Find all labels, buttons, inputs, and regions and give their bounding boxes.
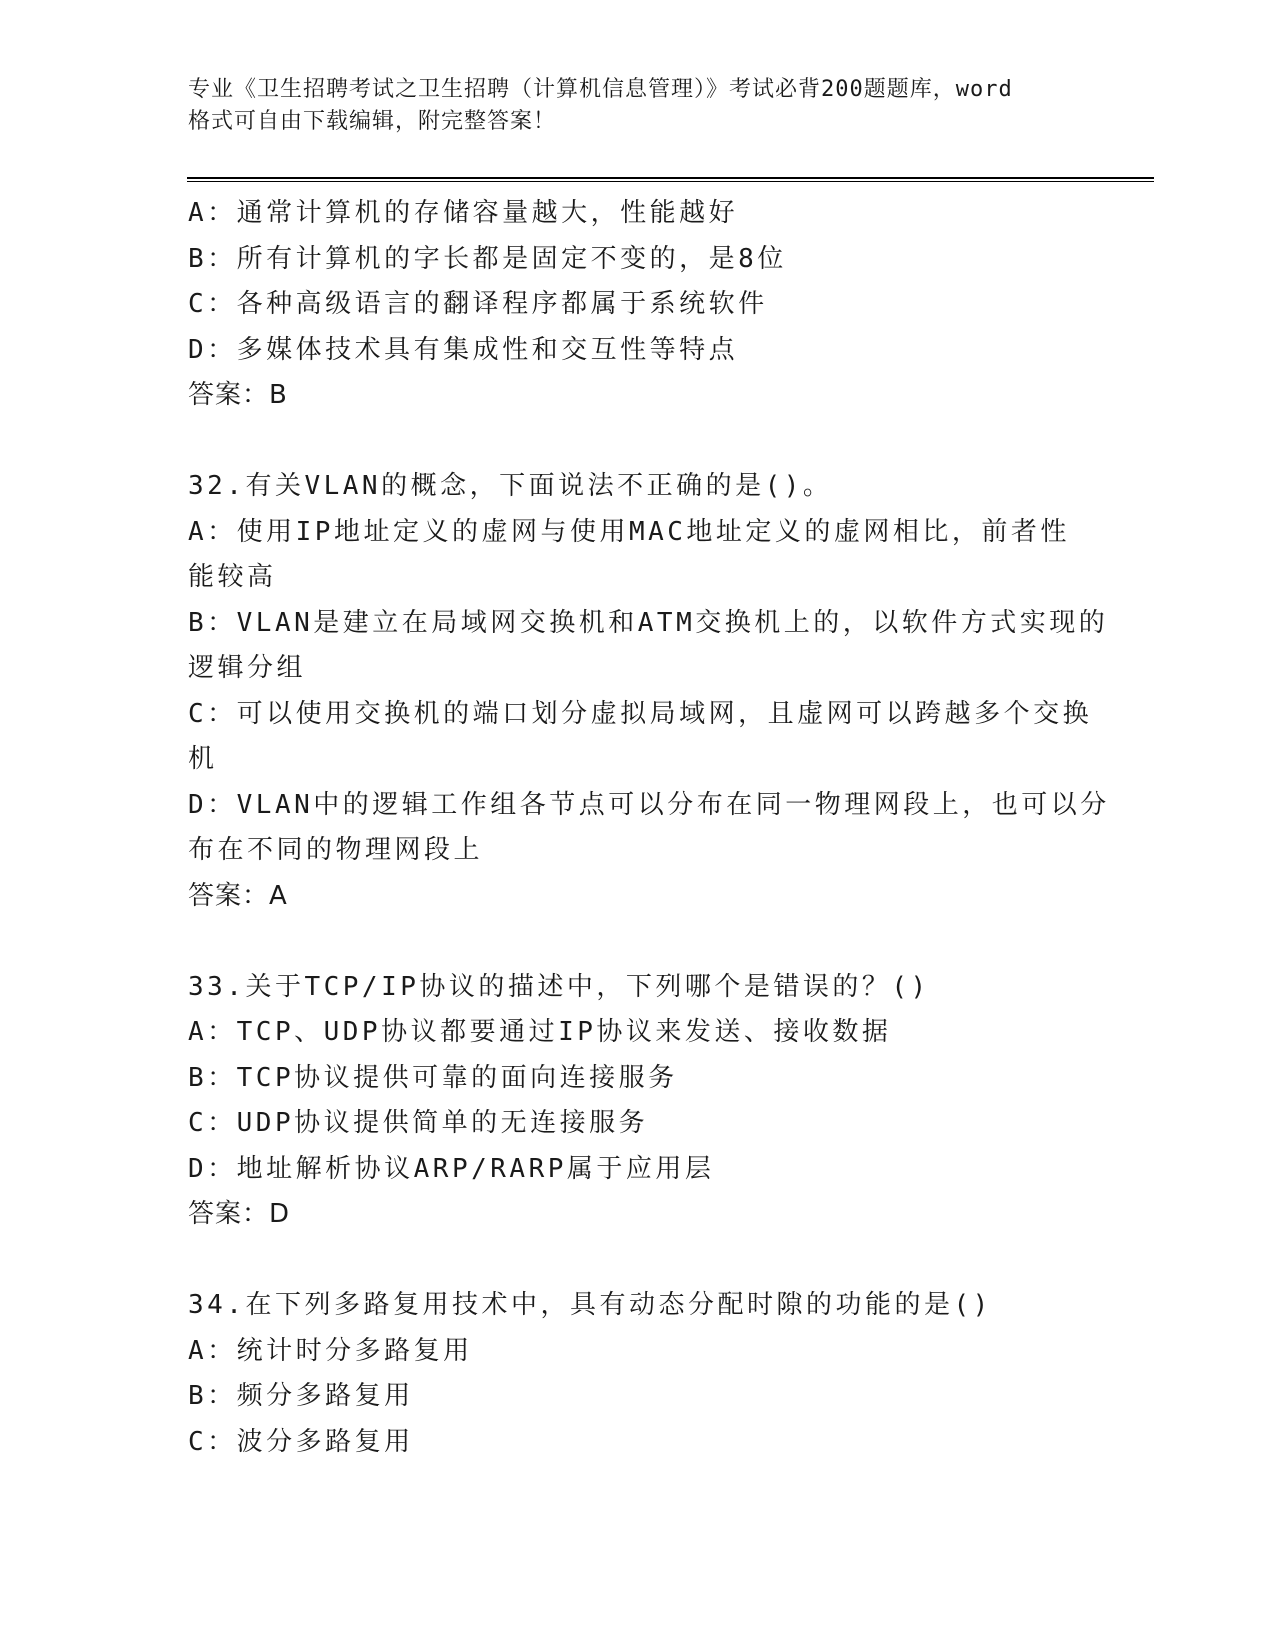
document-header (188, 74, 1088, 138)
q34-option-b: B：频分多路复用 (188, 1381, 414, 1411)
q33-option-d: D：地址解析协议ARP/RARP属于应用层 (188, 1153, 715, 1184)
q32-option-c-cont: 机 (188, 744, 218, 774)
q31-option-d: D：多媒体技术具有集成性和交互性等特点 (188, 334, 739, 365)
q34-question: 34.在下列多路复用技术中，具有动态分配时隙的功能的是() (188, 1290, 992, 1320)
q31-option-a: A：通常计算机的存储容量越大，性能越好 (188, 198, 739, 228)
q33-answer: 答案：D (188, 1199, 291, 1229)
q32-option-c: C：可以使用交换机的端口划分虚拟局域网，且虚网可以跨越多个交换 (188, 698, 1093, 729)
q32-question: 32.有关VLAN的概念，下面说法不正确的是()。 (188, 471, 833, 501)
q33-option-a: A：TCP、UDP协议都要通过IP协议来发送、接收数据 (188, 1017, 892, 1047)
q34-option-c: C：波分多路复用 (188, 1426, 414, 1457)
q32-option-d: D：VLAN中的逻辑工作组各节点可以分布在同一物理网段上，也可以分 (188, 789, 1110, 820)
q33-option-c: C：UDP协议提供简单的无连接服务 (188, 1108, 649, 1138)
header-line-1: 专业《卫生招聘考试之卫生招聘（计算机信息管理）》考试必背200题题库，word (188, 77, 1013, 102)
q31-option-c: C：各种高级语言的翻译程序都属于系统软件 (188, 289, 768, 319)
question-34 (188, 1283, 1088, 1465)
header-line-2: 格式可自由下载编辑，附完整答案！ (188, 109, 557, 134)
q32-option-b-cont: 逻辑分组 (188, 653, 307, 683)
question-33 (188, 965, 1088, 1238)
question-content (188, 191, 1110, 1465)
q33-question: 33.关于TCP/IP协议的描述中，下列哪个是错误的？() (188, 971, 930, 1002)
header-divider (187, 177, 1154, 182)
q32-option-a-cont: 能较高 (188, 562, 277, 592)
question-31 (188, 191, 1088, 419)
spacer (188, 919, 1088, 965)
spacer (188, 1238, 1088, 1284)
q32-option-b: B：VLAN是建立在局域网交换机和ATM交换机上的，以软件方式实现的 (188, 607, 1109, 638)
q34-option-a: A：统计时分多路复用 (188, 1335, 473, 1366)
q32-answer: 答案：A (188, 880, 288, 911)
q32-option-a: A：使用IP地址定义的虚网与使用MAC地址定义的虚网相比，前者性 (188, 516, 1070, 547)
q31-answer: 答案：B (188, 380, 288, 410)
q32-option-d-cont: 布在不同的物理网段上 (188, 835, 484, 865)
spacer (188, 419, 1088, 465)
q31-option-b: B：所有计算机的字长都是固定不变的，是8位 (188, 243, 787, 274)
question-32 (188, 464, 1110, 919)
q33-option-b: B：TCP协议提供可靠的面向连接服务 (188, 1062, 678, 1093)
